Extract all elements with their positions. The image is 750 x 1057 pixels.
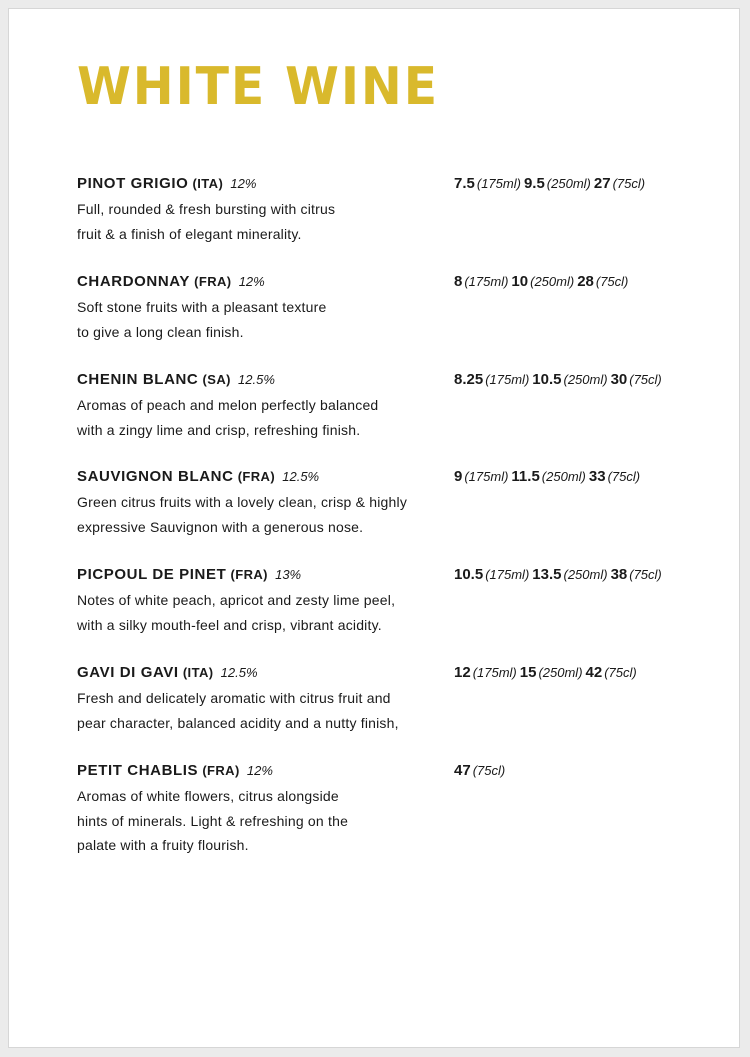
price-value: 27 xyxy=(593,175,611,192)
wine-description-line: hints of minerals. Light & refreshing on the xyxy=(77,812,349,829)
wine-name: CHENIN BLANC xyxy=(77,371,199,388)
wine-origin: (FRA) xyxy=(202,763,240,778)
wine-abv: 12.5% xyxy=(238,372,275,387)
wine-prices xyxy=(454,369,665,391)
wine-abv: 12.5% xyxy=(220,665,258,680)
wine-prices xyxy=(454,564,665,586)
wine-description-line: expressive Sauvignon with a generous nose. xyxy=(77,518,364,535)
wine-item xyxy=(77,173,697,246)
wine-origin: (ITA) xyxy=(192,176,224,191)
wine-description-line: Aromas of white flowers, citrus alongside xyxy=(77,788,339,804)
wine-description-line: Full, rounded & fresh bursting with citrus xyxy=(77,201,336,217)
wine-description-line: Soft stone fruits with a pleasant texture xyxy=(77,299,327,315)
wine-name: PICPOUL DE PINET xyxy=(77,566,227,583)
wine-item xyxy=(77,760,697,858)
price-unit: (250ml) xyxy=(538,665,583,680)
wine-item xyxy=(77,662,697,735)
price-value: 10.5 xyxy=(454,566,484,583)
price-value: 9 xyxy=(454,468,463,485)
wine-origin: (ITA) xyxy=(182,665,214,680)
price-unit: (175ml) xyxy=(476,176,521,191)
page-title: WHITE WINE xyxy=(77,57,439,117)
price-value: 38 xyxy=(610,566,628,583)
price-value: 11.5 xyxy=(511,468,540,485)
wine-description xyxy=(77,393,437,442)
price-value: 28 xyxy=(577,273,594,290)
wine-origin: (SA) xyxy=(202,372,231,387)
price-unit: (75cl) xyxy=(604,665,637,680)
price-value: 9.5 xyxy=(523,175,545,192)
price-unit: (75cl) xyxy=(472,763,506,778)
wine-name: PINOT GRIGIO xyxy=(77,175,189,192)
wine-item xyxy=(77,369,697,442)
wine-prices xyxy=(454,466,643,488)
wine-origin: (FRA) xyxy=(230,567,268,582)
wine-item xyxy=(77,271,697,344)
price-value: 13.5 xyxy=(532,566,562,583)
price-unit: (175ml) xyxy=(485,372,530,387)
wine-abv: 13% xyxy=(275,567,302,582)
price-value: 12 xyxy=(454,664,471,681)
wine-name: SAUVIGNON BLANC xyxy=(77,468,234,485)
price-value: 7.5 xyxy=(454,175,475,192)
wine-description-line: Aromas of peach and melon perfectly balanced xyxy=(77,397,379,413)
wine-description xyxy=(77,686,437,735)
wine-heading xyxy=(77,760,697,782)
price-value: 42 xyxy=(585,664,603,681)
price-value: 47 xyxy=(454,762,471,779)
wine-item xyxy=(77,466,697,539)
wine-name: PETIT CHABLIS xyxy=(77,762,199,779)
wine-description-line: with a silky mouth-feel and crisp, vibrant acidity. xyxy=(77,616,382,633)
wine-prices xyxy=(454,662,640,684)
wine-description-line: palate with a fruity flourish. xyxy=(77,837,249,853)
menu-page xyxy=(8,8,740,1048)
price-unit: (75cl) xyxy=(595,274,629,289)
price-unit: (250ml) xyxy=(563,567,608,582)
wine-description xyxy=(77,784,437,858)
wine-name: GAVI DI GAVI xyxy=(77,664,179,681)
wine-item xyxy=(77,564,697,637)
price-unit: (175ml) xyxy=(472,665,517,680)
price-value: 15 xyxy=(519,664,537,681)
wine-abv: 12% xyxy=(238,274,265,289)
wine-description-line: with a zingy lime and crisp, refreshing finish. xyxy=(77,421,361,438)
price-value: 10.5 xyxy=(532,371,562,388)
wine-description-line: Notes of white peach, apricot and zesty lime peel, xyxy=(77,592,396,608)
wine-origin: (FRA) xyxy=(194,274,232,289)
wine-description-line: Fresh and delicately aromatic with citrus fruit and xyxy=(77,690,391,706)
price-value: 33 xyxy=(588,468,606,485)
wine-name: CHARDONNAY xyxy=(77,273,190,290)
price-unit: (175ml) xyxy=(464,274,509,289)
wine-origin: (FRA) xyxy=(237,469,276,484)
wine-description-line: pear character, balanced acidity and a nutty finish, xyxy=(77,714,399,731)
wine-description xyxy=(77,295,437,344)
wine-description-line: to give a long clean finish. xyxy=(77,323,244,340)
price-unit: (250ml) xyxy=(546,176,591,191)
wine-description-line: Green citrus fruits with a lovely clean, crisp & highly xyxy=(77,494,408,510)
price-unit: (250ml) xyxy=(541,469,586,484)
wine-abv: 12% xyxy=(246,763,273,778)
price-value: 10 xyxy=(511,273,529,290)
price-unit: (250ml) xyxy=(530,274,575,289)
wine-description xyxy=(77,197,437,246)
price-value: 8.25 xyxy=(454,371,484,388)
price-unit: (75cl) xyxy=(607,469,641,484)
price-unit: (175ml) xyxy=(464,469,509,484)
price-unit: (75cl) xyxy=(629,372,662,387)
wine-description xyxy=(77,490,437,539)
price-value: 30 xyxy=(610,371,628,388)
wine-abv: 12.5% xyxy=(282,469,320,484)
wine-description-line: fruit & a finish of elegant minerality. xyxy=(77,225,302,242)
price-unit: (175ml) xyxy=(485,567,530,582)
wine-prices xyxy=(454,173,648,195)
price-unit: (75cl) xyxy=(612,176,646,191)
wine-prices xyxy=(454,271,631,293)
price-unit: (250ml) xyxy=(563,372,608,387)
wine-description xyxy=(77,588,437,637)
price-unit: (75cl) xyxy=(629,567,662,582)
wine-abv: 12% xyxy=(230,176,257,191)
wine-prices xyxy=(454,760,508,782)
price-value: 8 xyxy=(454,273,463,290)
